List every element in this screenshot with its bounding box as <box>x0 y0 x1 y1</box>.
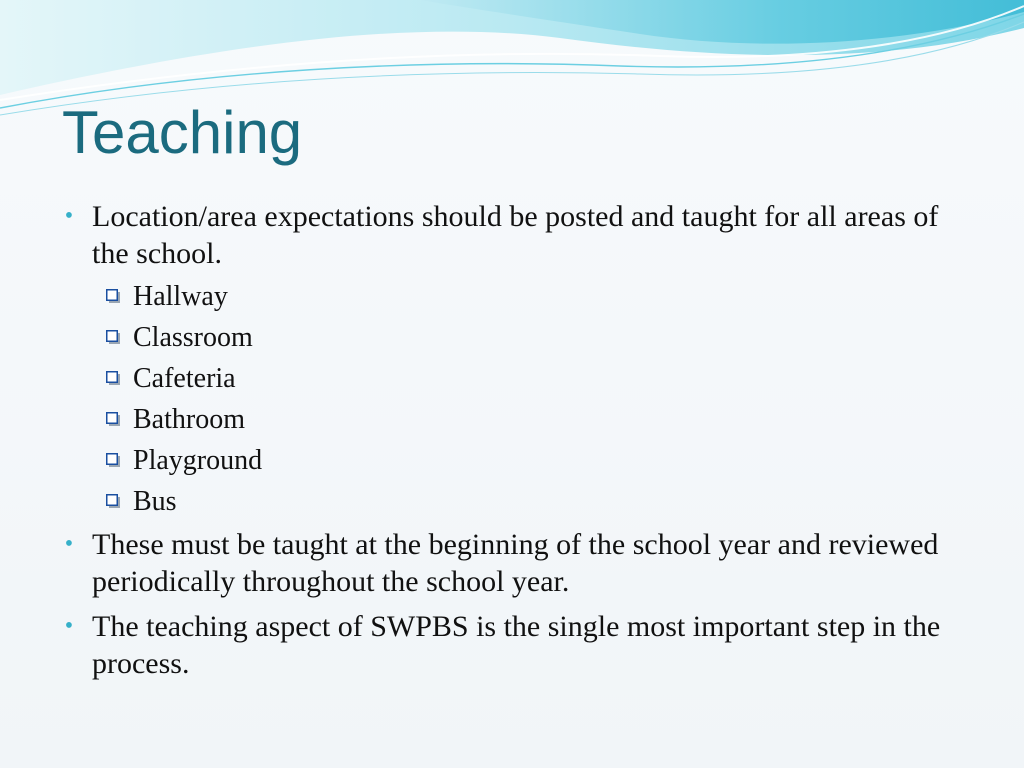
sub-item-bus <box>106 485 980 518</box>
bullet-list <box>60 198 980 682</box>
round-bullet-icon: • <box>64 203 74 229</box>
sub-item-label: Playground <box>133 445 263 476</box>
checkbox-bullet-icon <box>106 289 120 303</box>
sub-item-bathroom <box>106 403 980 436</box>
sub-item-cafeteria <box>106 362 980 395</box>
sub-item-label: Hallway <box>133 281 228 312</box>
round-bullet-icon: • <box>64 613 74 639</box>
sub-item-classroom <box>106 321 980 354</box>
bullet-item <box>60 198 980 518</box>
checkbox-bullet-icon <box>106 412 120 426</box>
bullet-item <box>60 526 980 600</box>
sub-item-label: Bathroom <box>133 404 245 435</box>
checkbox-bullet-icon <box>106 494 120 508</box>
checkbox-bullet-icon <box>106 330 120 344</box>
round-bullet-icon: • <box>64 531 74 557</box>
sub-item-label: Bus <box>133 486 177 517</box>
slide-body <box>60 198 980 690</box>
bullet-text: The teaching aspect of SWPBS is the single most important step in the process. <box>92 610 941 680</box>
checkbox-bullet-icon <box>106 371 120 385</box>
sub-item-label: Classroom <box>133 322 253 353</box>
sub-item-hallway <box>106 280 980 313</box>
checkbox-bullet-icon <box>106 453 120 467</box>
bullet-text: These must be taught at the beginning of the school year and reviewed periodically throughout the school year. <box>92 528 939 598</box>
sub-item-label: Cafeteria <box>133 363 236 394</box>
sub-item-playground <box>106 444 980 477</box>
slide-title: Teaching <box>62 99 303 166</box>
bullet-text: Location/area expectations should be posted and taught for all areas of the school. <box>92 200 939 270</box>
bullet-item <box>60 608 980 682</box>
sub-bullet-list <box>92 280 980 518</box>
